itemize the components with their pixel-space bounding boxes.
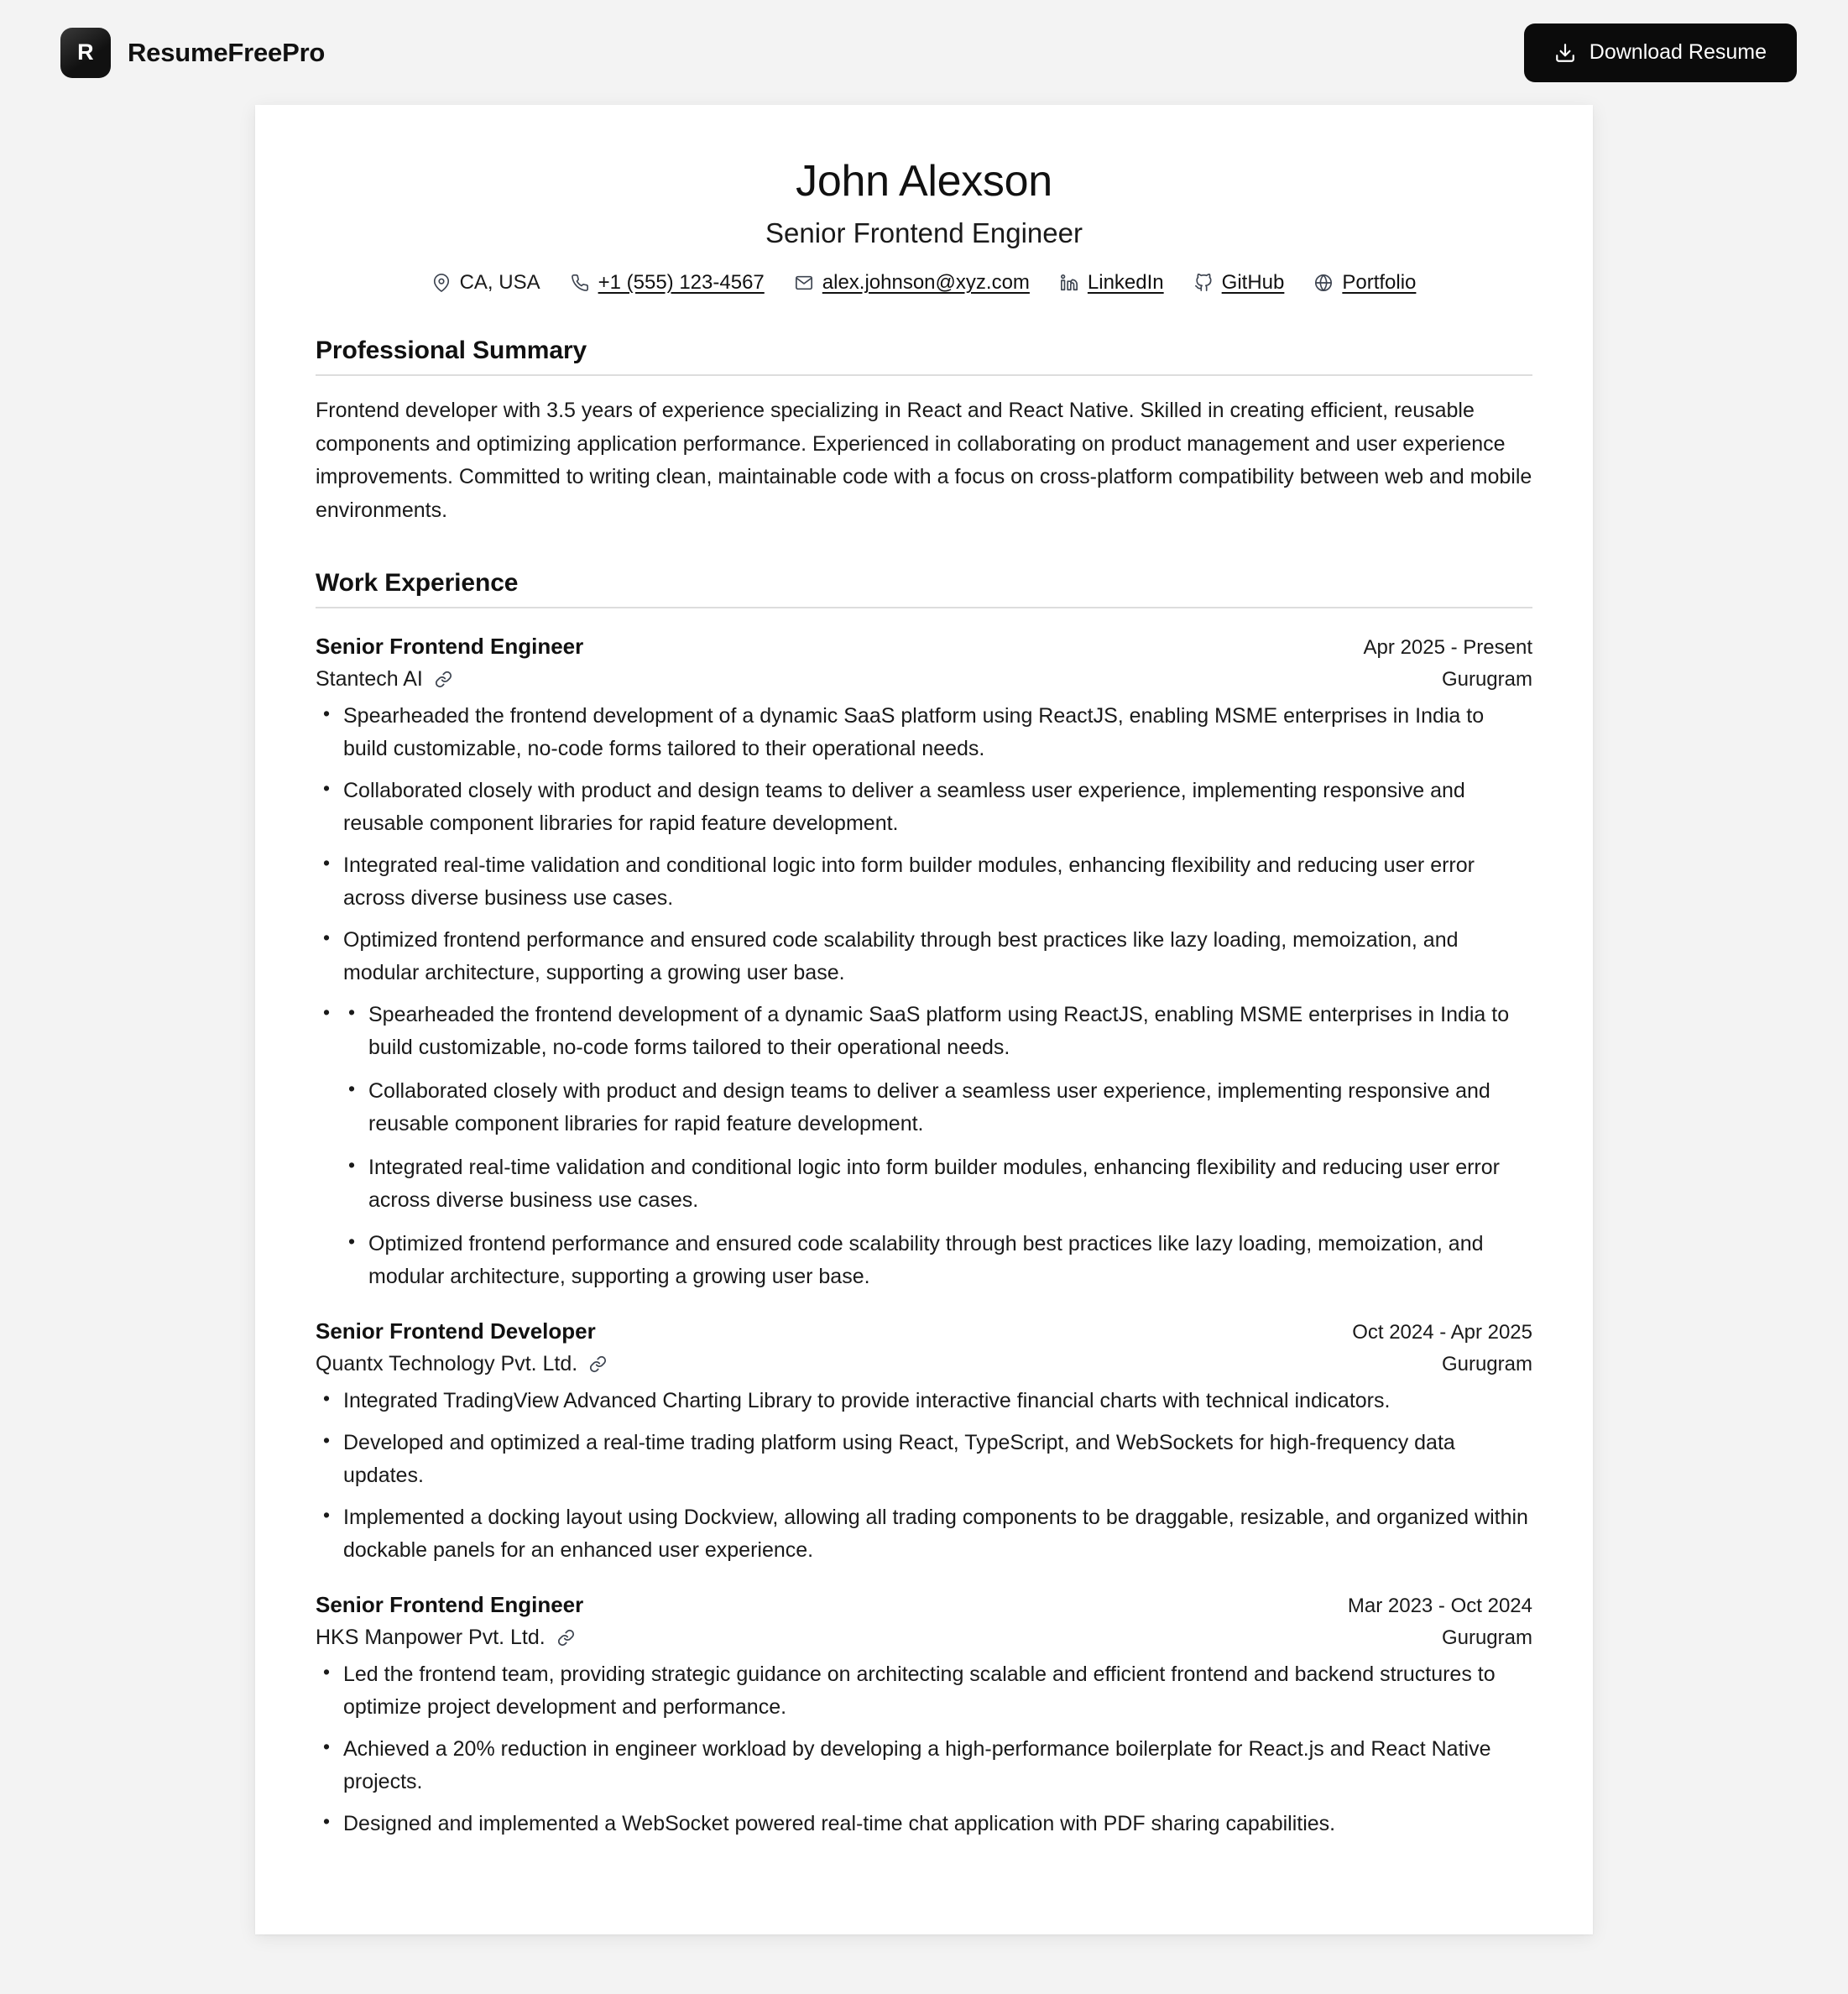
experience-dates: Apr 2025 - Present	[1363, 636, 1532, 660]
experience-item	[316, 1592, 1532, 1840]
candidate-name: John Alexson	[796, 157, 1052, 206]
experience-bullet-list	[316, 1385, 1532, 1567]
github-icon	[1194, 274, 1213, 292]
globe-icon	[1314, 274, 1333, 292]
list-item: • Optimized frontend performance and ensured code scalability through best practices like lazy loading, memoization, and modular architecture, supporting a growing user base.	[343, 924, 1532, 989]
phone-icon	[571, 274, 589, 292]
contact-row	[316, 271, 1532, 295]
experience-dates: Oct 2024 - Apr 2025	[1352, 1321, 1532, 1344]
download-icon	[1554, 42, 1576, 64]
experience-company-row	[316, 1352, 1532, 1376]
mail-icon	[795, 274, 813, 292]
contact-portfolio-text[interactable]: Portfolio	[1342, 271, 1417, 295]
experience-location: Gurugram	[1441, 1626, 1532, 1650]
list-item: • Optimized frontend performance and ensured code scalability through best practices like lazy loading, memoization, and modular architecture, supporting a growing user base.	[368, 1228, 1532, 1293]
app-header	[0, 0, 1848, 105]
contact-email[interactable]	[795, 271, 1030, 295]
app-logo-icon: R	[60, 28, 111, 78]
list-item: • Integrated TradingView Advanced Charting Library to provide interactive financial charts with technical indicators.	[343, 1385, 1532, 1417]
list-item: • Integrated real-time validation and conditional logic into form builder modules, enhancing flexibility and reducing user error across diverse business use cases.	[368, 1151, 1532, 1217]
contact-location-text: CA, USA	[459, 271, 540, 295]
list-item: • Integrated real-time validation and conditional logic into form builder modules, enhancing flexibility and reducing user error across diverse business use cases.	[343, 849, 1532, 915]
contact-github[interactable]	[1194, 271, 1285, 295]
experience-item	[316, 1318, 1532, 1567]
professional-summary-text: Frontend developer with 3.5 years of experience specializing in React and React Native. Skilled in creating efficient, reusable components and optimizing application performance. Experienced in collaborating on product management and user experience improvements. Committed to writing clean, maintainable code with a focus on cross-platform compatibility between web and mobile environments.	[316, 399, 1532, 522]
experience-nested-bullet-list	[343, 999, 1532, 1293]
list-item: • Developed and optimized a real-time trading platform using React, TypeScript, and WebSockets for high-frequency data updates.	[343, 1427, 1532, 1492]
experience-company: HKS Manpower Pvt. Ltd.	[316, 1626, 546, 1650]
experience-company: Quantx Technology Pvt. Ltd.	[316, 1352, 578, 1376]
experience-location: Gurugram	[1441, 1353, 1532, 1376]
experience-bullet-list	[316, 700, 1532, 1293]
experience-item	[316, 634, 1532, 1293]
link-icon[interactable]	[435, 671, 452, 688]
list-item: • Implemented a docking layout using Dockview, allowing all trading components to be draggable, resizable, and organized within dockable panels for an enhanced user experience.	[343, 1501, 1532, 1567]
contact-portfolio[interactable]	[1314, 271, 1416, 295]
experience-role: Senior Frontend Engineer	[316, 1592, 584, 1618]
section-professional-summary	[316, 337, 1532, 527]
linkedin-icon	[1060, 274, 1078, 292]
contact-location	[432, 271, 540, 295]
list-item: • • Spearheaded the frontend development of a dynamic SaaS platform using ReactJS, enabling MSME enterprises in India to build customizable, no-code forms tailored to their operational needs.	[368, 999, 1532, 1064]
contact-email-text[interactable]: alex.johnson@xyz.com	[822, 271, 1030, 295]
experience-company-row	[316, 667, 1532, 692]
list-item-nested-wrapper	[343, 999, 1532, 1293]
experience-company-row	[316, 1626, 1532, 1650]
list-item: • Designed and implemented a WebSocket powered real-time chat application with PDF sharing capabilities.	[343, 1808, 1532, 1840]
experience-role: Senior Frontend Engineer	[316, 634, 584, 660]
link-icon[interactable]	[557, 1629, 575, 1647]
contact-linkedin[interactable]	[1060, 271, 1164, 295]
contact-linkedin-text[interactable]: LinkedIn	[1087, 271, 1164, 295]
map-pin-icon	[432, 274, 451, 292]
download-resume-label: Download Resume	[1589, 40, 1767, 64]
candidate-title: Senior Frontend Engineer	[765, 217, 1083, 249]
contact-github-text[interactable]: GitHub	[1221, 271, 1285, 295]
section-divider	[316, 374, 1532, 376]
experience-location: Gurugram	[1441, 668, 1532, 692]
brand[interactable]	[60, 28, 325, 78]
experience-company: Stantech AI	[316, 667, 423, 692]
link-icon[interactable]	[589, 1355, 607, 1373]
list-item: • Collaborated closely with product and design teams to deliver a seamless user experience, implementing responsive and reusable component libraries for rapid feature development.	[343, 775, 1532, 840]
experience-heading-row	[316, 1592, 1532, 1618]
experience-bullet-list	[316, 1658, 1532, 1840]
list-item: • Spearheaded the frontend development of a dynamic SaaS platform using ReactJS, enabling MSME enterprises in India to build customizable, no-code forms tailored to their operational needs.	[343, 700, 1532, 765]
list-item: • Achieved a 20% reduction in engineer workload by developing a high-performance boilerplate for React.js and React Native projects.	[343, 1733, 1532, 1798]
experience-role: Senior Frontend Developer	[316, 1318, 596, 1344]
contact-phone[interactable]	[571, 271, 765, 295]
experience-heading-row	[316, 634, 1532, 660]
list-item: • Led the frontend team, providing strategic guidance on architecting scalable and efficient frontend and backend structures to optimize project development and performance.	[343, 1658, 1532, 1724]
experience-heading-row	[316, 1318, 1532, 1344]
section-title: Work Experience	[316, 569, 519, 598]
section-divider	[316, 607, 1532, 608]
section-title: Professional Summary	[316, 337, 587, 365]
section-work-experience	[316, 569, 1532, 1840]
brand-name: ResumeFreePro	[128, 37, 326, 67]
resume-sheet	[255, 105, 1593, 1934]
experience-dates: Mar 2023 - Oct 2024	[1347, 1595, 1532, 1618]
resume-canvas	[0, 105, 1848, 1934]
contact-phone-text[interactable]: +1 (555) 123-4567	[598, 271, 765, 295]
download-resume-button[interactable]	[1524, 23, 1797, 82]
list-item: • Collaborated closely with product and design teams to deliver a seamless user experience, implementing responsive and reusable component libraries for rapid feature development.	[368, 1075, 1532, 1141]
